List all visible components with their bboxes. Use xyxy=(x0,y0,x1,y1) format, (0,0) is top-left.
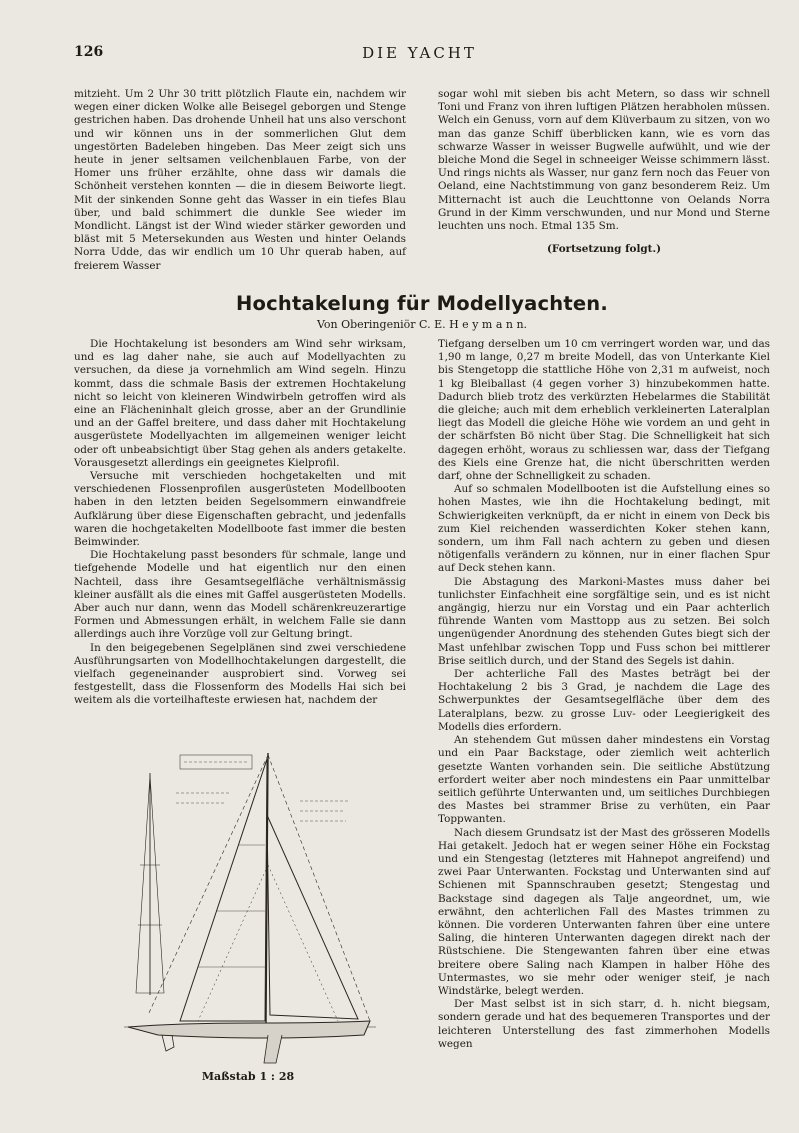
continuation-note: (Fortsetzung folgt.) xyxy=(546,243,662,256)
paragraph: Die Hochtakelung passt besonders für schmale, lange und tiefgehende Modelle und hat eigentlich nur den einen Nachteil, dass ihre Gesamtsegelfläche verhältnismässig kleiner ausfällt als die eines mit Gaffel ausgerüsteten Modells. Aber auch nur dann, wenn das Modell schärenkreuzerartige Formen und Abmessungen erhält, in welchem Falle sie dann allerdings auch ihre Vorzüge voll zur Geltung bringt. xyxy=(74,549,406,641)
paragraph: Die Abstagung des Markoni-Mastes muss daher bei tunlichster Einfachheit eine sorgfältige sein, und es ist nicht angängig, hierzu nur ein Vorstag und ein Paar achterlich führende Wanten vom Masttopp aus zu setzen. Bei solch ungenügender Anordnung des stehenden Gutes biegt sich der Mast unfehlbar zwischen Topp und Fuss schon bei mittlerer Brise seitlich durch, und der Stand des Segels ist dahin. xyxy=(438,575,770,667)
paragraph: Tiefgang derselben um 10 cm verringert worden war, und das 1,90 m lange, 0,27 m breite Modell, das von Unterkante Kiel bis Stengetopp die stattliche Höhe von 2,31 m aufweist, noch 1 kg Bleiballast (4 gegen vorher 3) hinzubekommen hatte. Dadurch blieb trotz des verkürzten Hebelarmes die Stabilität die gleiche; auch mit dem erheblich verkleinerten Lateralplan liegt das Modell die gleiche Höhe wie vordem an und geht in der schärfsten Bö nicht über Stag. Die Schnelligkeit hat sich dagegen erhöht, woraus zu schliessen war, dass der Tiefgang des Kiels eine Grenze hat, die nicht überschritten werden darf, ohne der Schnelligkeit zu schaden. xyxy=(438,338,770,483)
running-title: DIE YACHT xyxy=(362,44,477,62)
article-left-column xyxy=(74,338,406,708)
paragraph: In den beigegebenen Segelplänen sind zwei verschiedene Ausführungsarten von Modellhochtakelungen dargestellt, die vielfach gegeneinander ausprobiert sind. Vorweg sei festgestellt, dass die Flossenform des Modells Hai sich bei weitem als die vorteilhafteste erwiesen hat, nachdem der xyxy=(74,641,406,707)
paragraph: mitzieht. Um 2 Uhr 30 tritt plötzlich Flaute ein, nachdem wir wegen einer dicken Wolke alle Beisegel geborgen und Stenge gestrichen haben. Das drohende Unheil hat uns also verschont und wir können uns in der sommerlichen Glut dem ungestörten Badeleben hingeben. Das Meer zeigt sich uns heute in jener seltsamen veilchenblauen Farbe, von der Homer uns früher erzählte, ohne dass wir damals die Schönheit verstehen konnten — die in diesem Beiworte liegt. Mit der sinkenden Sonne geht das Wasser in ein tiefes Blau über, und bald schimmert die dunkle See wieder im Mondlicht. Längst ist der Wind wieder stärker geworden und bläst mit 5 Metersekunden aus Westen und hinter Oelands Norra Udde, das wir endlich um 10 Uhr querab haben, auf freierem Wasser xyxy=(74,88,406,272)
article-byline: Von Oberingeniör C. E. H e y m a n n. xyxy=(316,318,528,331)
sail-plan-illustration xyxy=(118,745,380,1067)
figure-caption: Maßstab 1 : 28 xyxy=(201,1070,295,1083)
previous-article-left-column xyxy=(74,88,406,273)
paragraph: Versuche mit verschieden hochgetakelten und mit verschiedenen Flossenprofilen ausgerüsteten Modellbooten haben in den letzten beiden Segelsommern einwandfreie Aufklärung über diese Eigenschaften gebracht, und jedenfalls waren die hochgetakelten Modellboote fast immer die besten Beimwinder. xyxy=(74,470,406,549)
sail-plan-drawing xyxy=(118,745,380,1067)
paragraph: sogar wohl mit sieben bis acht Metern, so dass wir schnell Toni und Franz von ihren luftigen Plätzen herabholen müssen. Welch ein Genuss, vorn auf dem Klüverbaum zu sitzen, von wo man das ganze Schiff überblicken kann, wie es vorn das schwarze Wasser in weisser Bugwelle aufwühlt, und wie der bleiche Mond die Segel in schneeiger Weisse schimmern lässt. Und rings nichts als Wasser, nur ganz fern noch das Feuer von Oeland, eine Nachtstimmung von ganz besonderem Reiz. Um Mitternacht ist auch die Leuchttonne von Oelands Norra Grund in der Kimm verschwunden, und nur Mond und Sterne leuchten uns noch. Etmal 135 Sm. xyxy=(438,88,770,233)
article-right-column xyxy=(438,338,770,1051)
paragraph: Die Hochtakelung ist besonders am Wind sehr wirksam, und es lag daher nahe, sie auch auf Modellyachten zu versuchen, da diese ja vornehmlich am Wind segeln. Hinzu kommt, dass die schmale Basis der extremen Hochtakelung nicht so leicht von kleineren Windwirbeln getroffen wird als eine an Flächeninhalt gleich grosse, aber an der Grundlinie und an der Gaffel breitere, und dass daher mit Hochtakelung ausgerüstete Modellyachten im allgemeinen weniger leicht oder oft unbeabsichtigt über Stag gehen als anders getakelte. Vorausgesetzt allerdings ein geeignetes Kielprofil. xyxy=(74,338,406,469)
page-header xyxy=(74,44,765,64)
previous-article-right-column xyxy=(438,88,770,256)
paragraph: Der achterliche Fall des Mastes beträgt bei der Hochtakelung 2 bis 3 Grad, je nachdem die Lage des Schwerpunktes der Gesamtsegelfläche über dem des Lateralplans, bezw. zu grosse Luv- oder Leegierigkeit des Modells dies erfordern. xyxy=(438,668,770,733)
page-number: 126 xyxy=(74,44,104,60)
paragraph: An stehendem Gut müssen daher mindestens ein Vorstag und ein Paar Backstage, oder ziemlich weit achterlich gesetzte Wanten vorhanden sein. Die seitliche Abstützung erfordert weiter aber noch mindestens ein Paar unmittelbar seitlich geführte Unterwanten und, um seitliches Durchbiegen des Mastes bei strammer Brise zu verhüten, ein Paar Toppwanten. xyxy=(438,734,770,826)
paragraph: Nach diesem Grundsatz ist der Mast des grösseren Modells Hai getakelt. Jedoch hat er wegen seiner Höhe ein Fockstag und ein Stengestag (letzteres mit Hahnepot angreifend) und zwei Paar Unterwanten. Fockstag und Unterwanten sind auf Schienen mit Spannschrauben gesetzt; Stengestag und Backstage sind dagegen als Talje angeordnet, um, wie erwähnt, den achterlichen Fall des Mastes trimmen zu können. Die vorderen Unterwanten fahren über eine untere Saling, die hinteren Unterwanten dagegen direkt nach der Rüstschiene. Die Stengewanten fahren über eine etwas breitere obere Saling nach Klampen in halber Höhe des Untermastes, wo sie mehr oder weniger steif, je nach Windstärke, belegt werden. xyxy=(438,826,770,997)
article-title: Hochtakelung für Modellyachten. xyxy=(236,292,608,315)
paragraph: Der Mast selbst ist in sich starr, d. h. nicht biegsam, sondern gerade und hat des bequemeren Transportes und der leichteren Unterstellung des fast zimmerhohen Modells wegen xyxy=(438,998,770,1050)
paragraph: Auf so schmalen Modellbooten ist die Aufstellung eines so hohen Mastes, wie ihn die Hochtakelung bedingt, mit Schwierigkeiten verknüpft, da er nicht in einem von Deck bis zum Kiel reichenden wasserdichten Koker stehen kann, sondern, um ihm Fall nach achtern zu geben und diesen nötigenfalls verändern zu können, nur in einer flachen Spur auf Deck stehen kann. xyxy=(438,483,770,575)
